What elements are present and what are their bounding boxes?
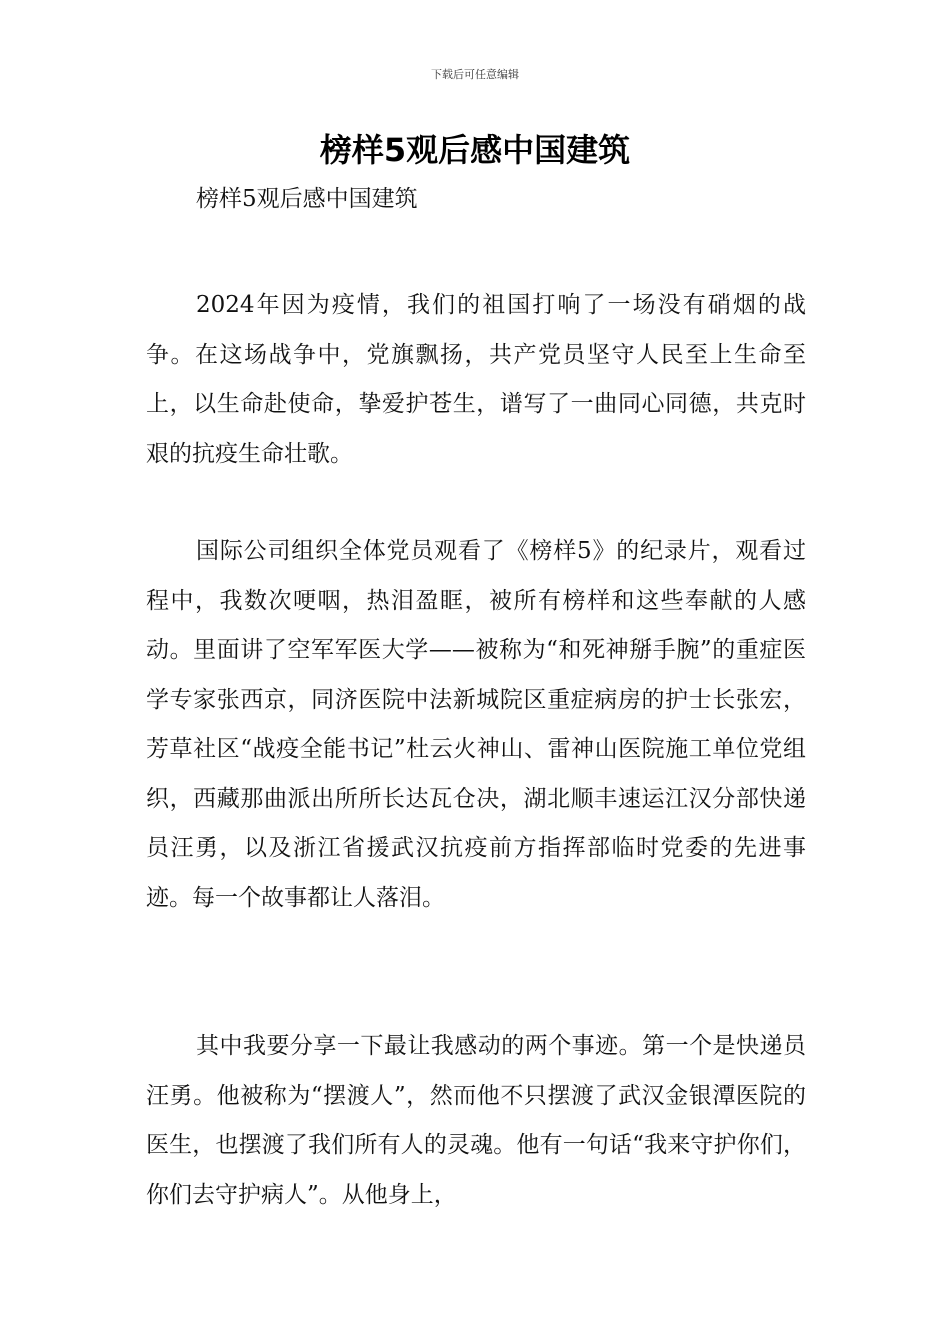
document-subtitle: 榜样5观后感中国建筑 [196, 186, 418, 212]
header-note: 下载后可任意编辑 [431, 68, 519, 81]
paragraph-3: 其中我要分享一下最让我感动的两个事迹。第一个是快递员汪勇。他被称为“摆渡人”，然而他不只摆渡了武汉金银潭医院的医生，也摆渡了我们所有人的灵魂。他有一句话“我来守护你们，你们去守护病人”。从他身上， [146, 1033, 806, 1208]
paragraph-2: 国际公司组织全体党员观看了《榜样5》的纪录片，观看过程中，我数次哽咽，热泪盈眶，被所有榜样和这些奉献的人感动。里面讲了空军军医大学——被称为“和死神掰手腕”的重症医学专家张西京，同济医院中法新城院区重症病房的护士长张宏，芳草社区“战疫全能书记”杜云火神山、雷神山医院施工单位党组织，西藏那曲派出所所长达瓦仓决，湖北顺丰速运江汉分部快递员汪勇，以及浙江省援武汉抗疫前方指挥部临时党委的先进事迹。每一个故事都让人落泪。 [146, 538, 806, 911]
document-title: 榜样5观后感中国建筑 [319, 131, 631, 169]
paragraph-1: 2024年因为疫情，我们的祖国打响了一场没有硝烟的战争。在这场战争中，党旗飘扬，共产党员坚守人民至上生命至上，以生命赴使命，挚爱护苍生，谱写了一曲同心同德，共克时艰的抗疫生命壮歌。 [146, 292, 806, 467]
